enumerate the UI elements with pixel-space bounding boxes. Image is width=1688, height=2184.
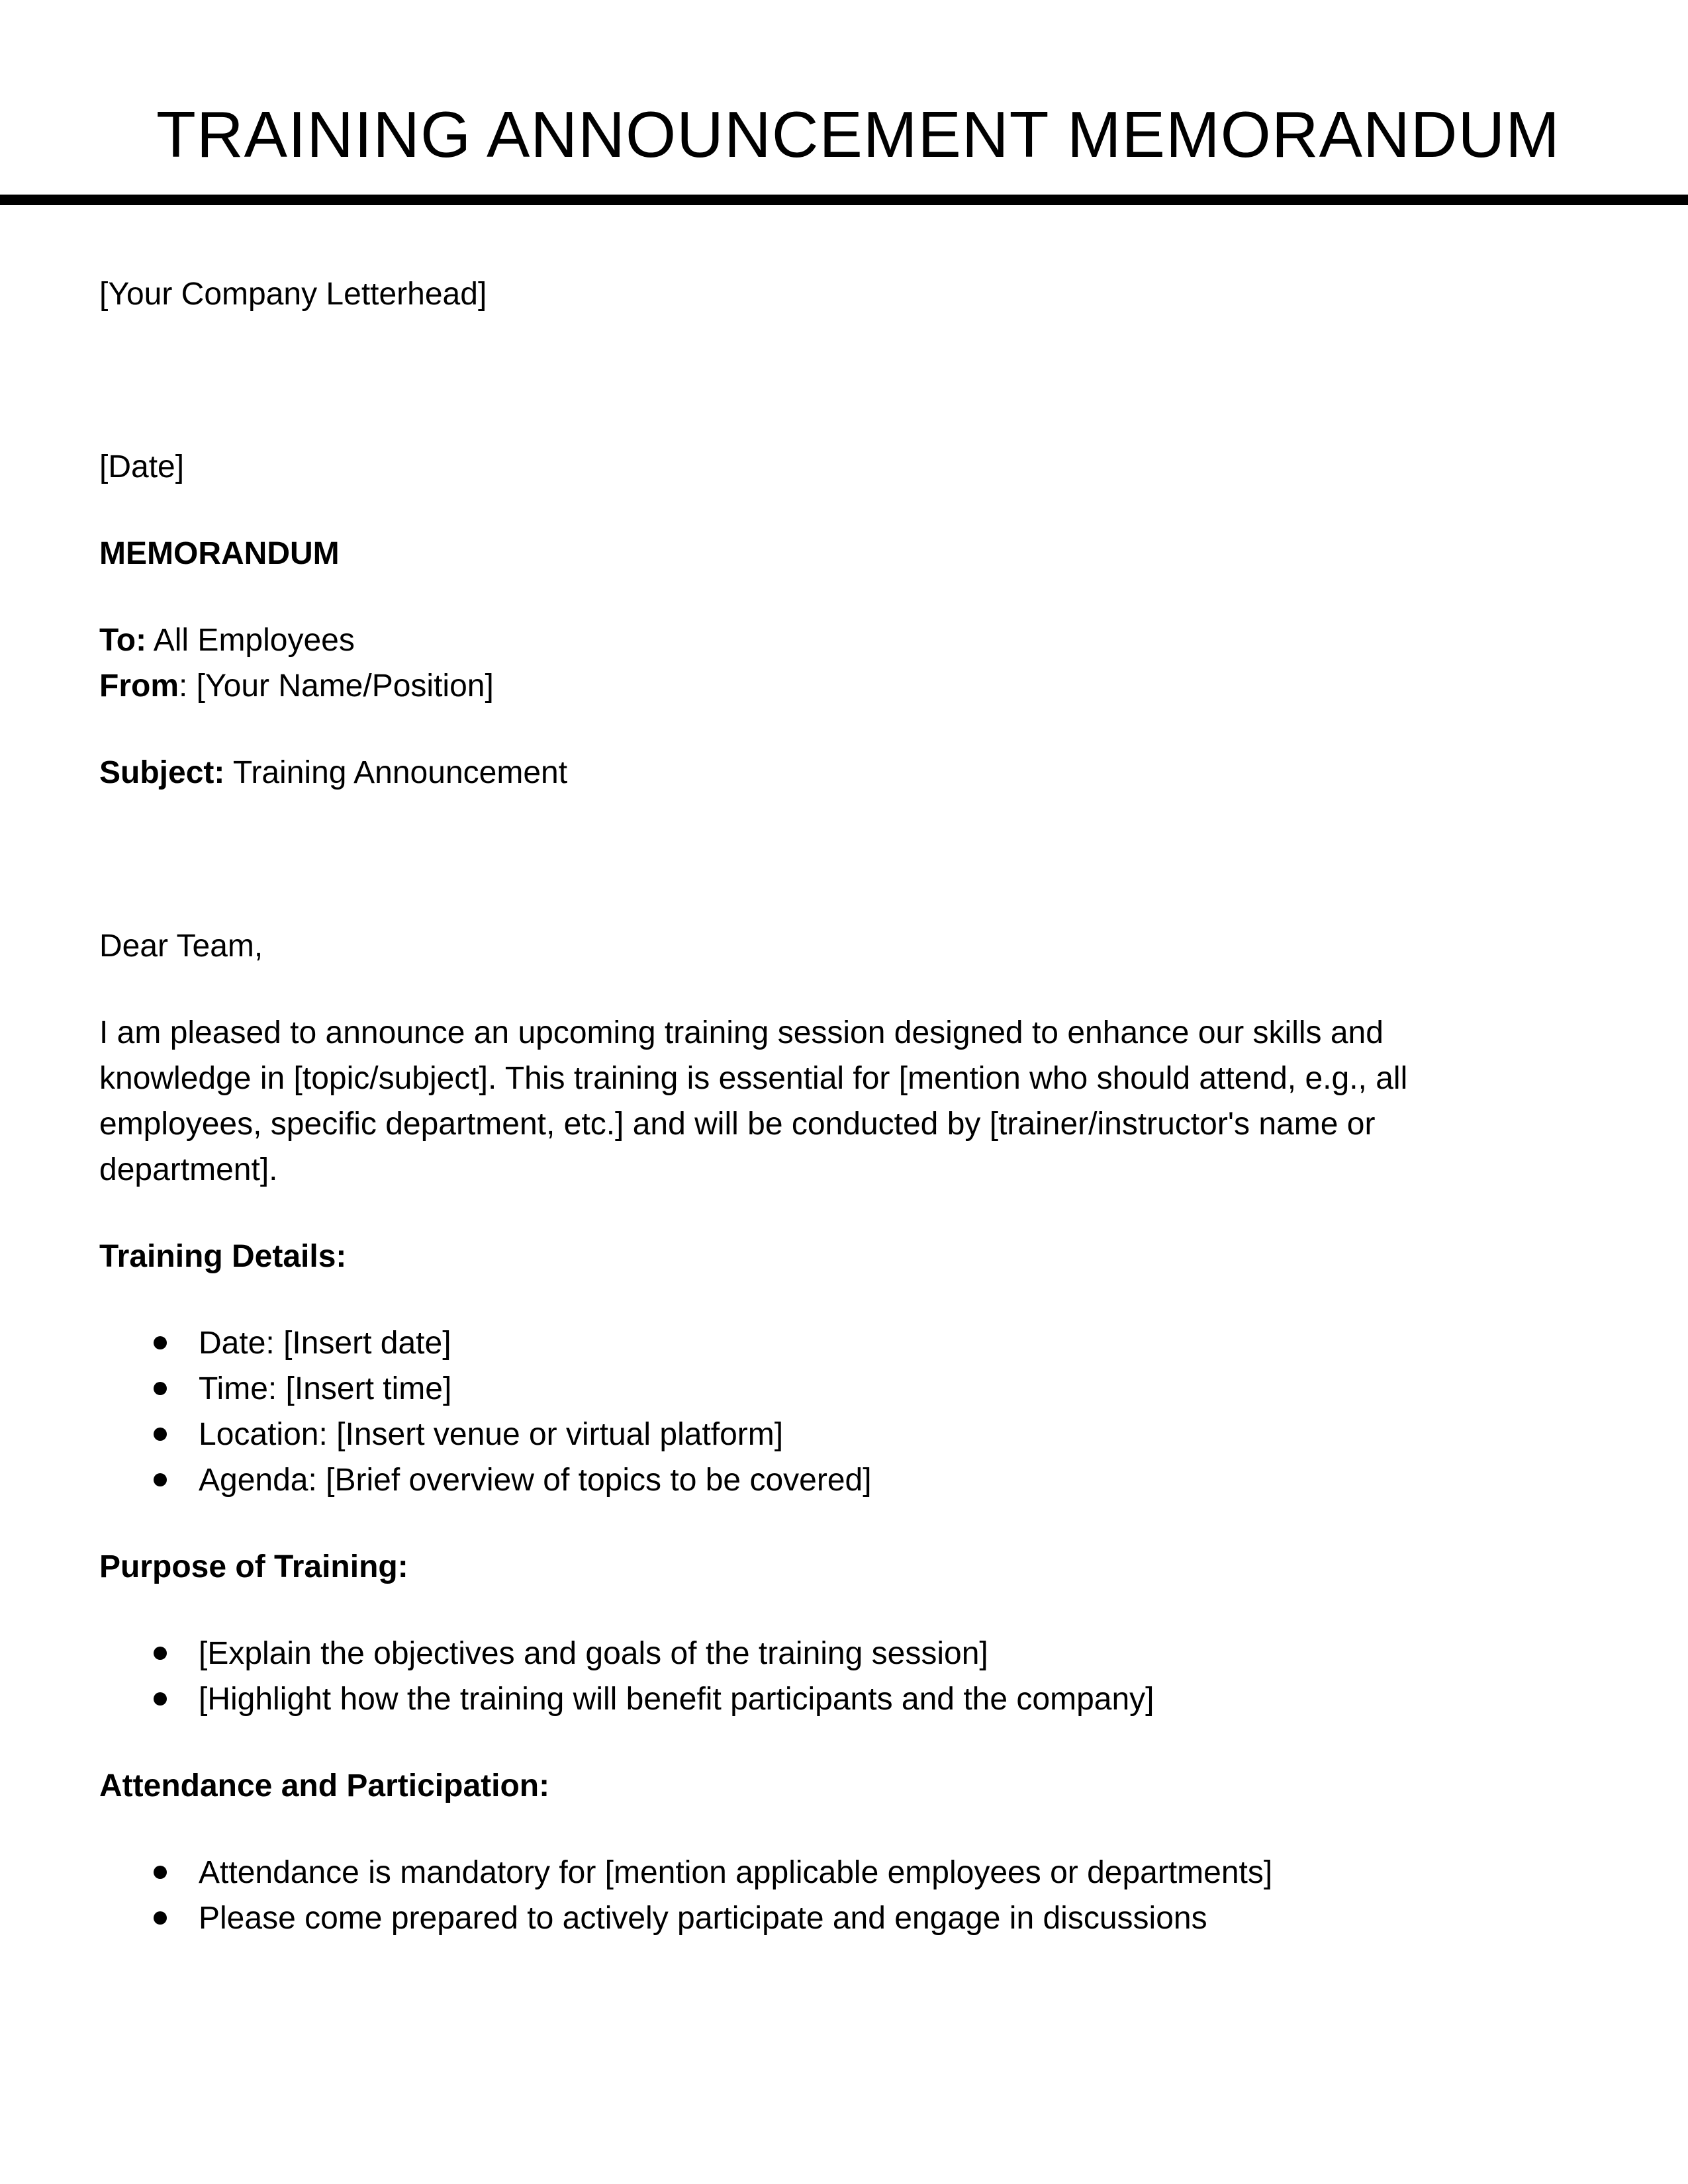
bullet-icon xyxy=(154,1692,167,1706)
list-item xyxy=(99,1412,1523,1457)
list-item-text: Location: [Insert venue or virtual platform] xyxy=(199,1417,784,1452)
list-item-text: Agenda: [Brief overview of topics to be covered] xyxy=(199,1463,872,1498)
list-item xyxy=(99,1320,1523,1366)
from-line xyxy=(99,663,1523,709)
purpose-heading: Purpose of Training: xyxy=(99,1549,408,1584)
subject-value: Training Announcement xyxy=(224,755,568,790)
bullet-icon xyxy=(154,1428,167,1441)
title-divider xyxy=(0,195,1688,205)
memo-heading: MEMORANDUM xyxy=(99,536,340,571)
from-label: From xyxy=(99,668,179,704)
bullet-icon xyxy=(154,1473,167,1486)
list-item xyxy=(99,1457,1523,1503)
list-item xyxy=(99,1850,1523,1895)
subject-line xyxy=(99,750,1523,796)
list-item-text: Date: [Insert date] xyxy=(199,1326,451,1361)
list-item-text: Please come prepared to actively participate and engage in discussions xyxy=(199,1901,1207,1936)
to-line xyxy=(99,617,1523,663)
list-item xyxy=(99,1895,1523,1941)
company-letterhead: [Your Company Letterhead] xyxy=(99,277,487,312)
attendance-list xyxy=(99,1850,1523,1941)
memo-body xyxy=(99,271,1523,1982)
list-item xyxy=(99,1631,1523,1676)
bullet-icon xyxy=(154,1866,167,1879)
from-value: : [Your Name/Position] xyxy=(179,668,494,704)
list-item-text: [Explain the objectives and goals of the training session] xyxy=(199,1636,988,1671)
list-item xyxy=(99,1366,1523,1412)
bullet-icon xyxy=(154,1382,167,1395)
purpose-list xyxy=(99,1631,1523,1722)
list-item-text: [Highlight how the training will benefit participants and the company] xyxy=(199,1682,1154,1717)
list-item xyxy=(99,1676,1523,1722)
bullet-icon xyxy=(154,1336,167,1349)
attendance-heading: Attendance and Participation: xyxy=(99,1768,550,1803)
list-item-text: Time: [Insert time] xyxy=(199,1371,452,1406)
to-label: To: xyxy=(99,623,147,658)
intro-paragraph: I am pleased to announce an upcoming training session designed to enhance our skills and knowledge in [topic/subject]. This training is essential for [mention who should attend, e.g., all employees, specific department, etc.] and will be conducted by [trainer/instructor's name or department]. xyxy=(99,1015,1408,1187)
training-details-list xyxy=(99,1320,1523,1503)
subject-label: Subject: xyxy=(99,755,225,790)
list-item-text: Attendance is mandatory for [mention applicable employees or departments] xyxy=(199,1855,1273,1890)
to-value: All Employees xyxy=(146,623,355,658)
training-details-heading: Training Details: xyxy=(99,1239,347,1274)
page-title: TRAINING ANNOUNCEMENT MEMORANDUM xyxy=(156,98,1560,171)
bullet-icon xyxy=(154,1647,167,1660)
bullet-icon xyxy=(154,1911,167,1925)
date-line: [Date] xyxy=(99,449,185,484)
greeting: Dear Team, xyxy=(99,929,263,964)
